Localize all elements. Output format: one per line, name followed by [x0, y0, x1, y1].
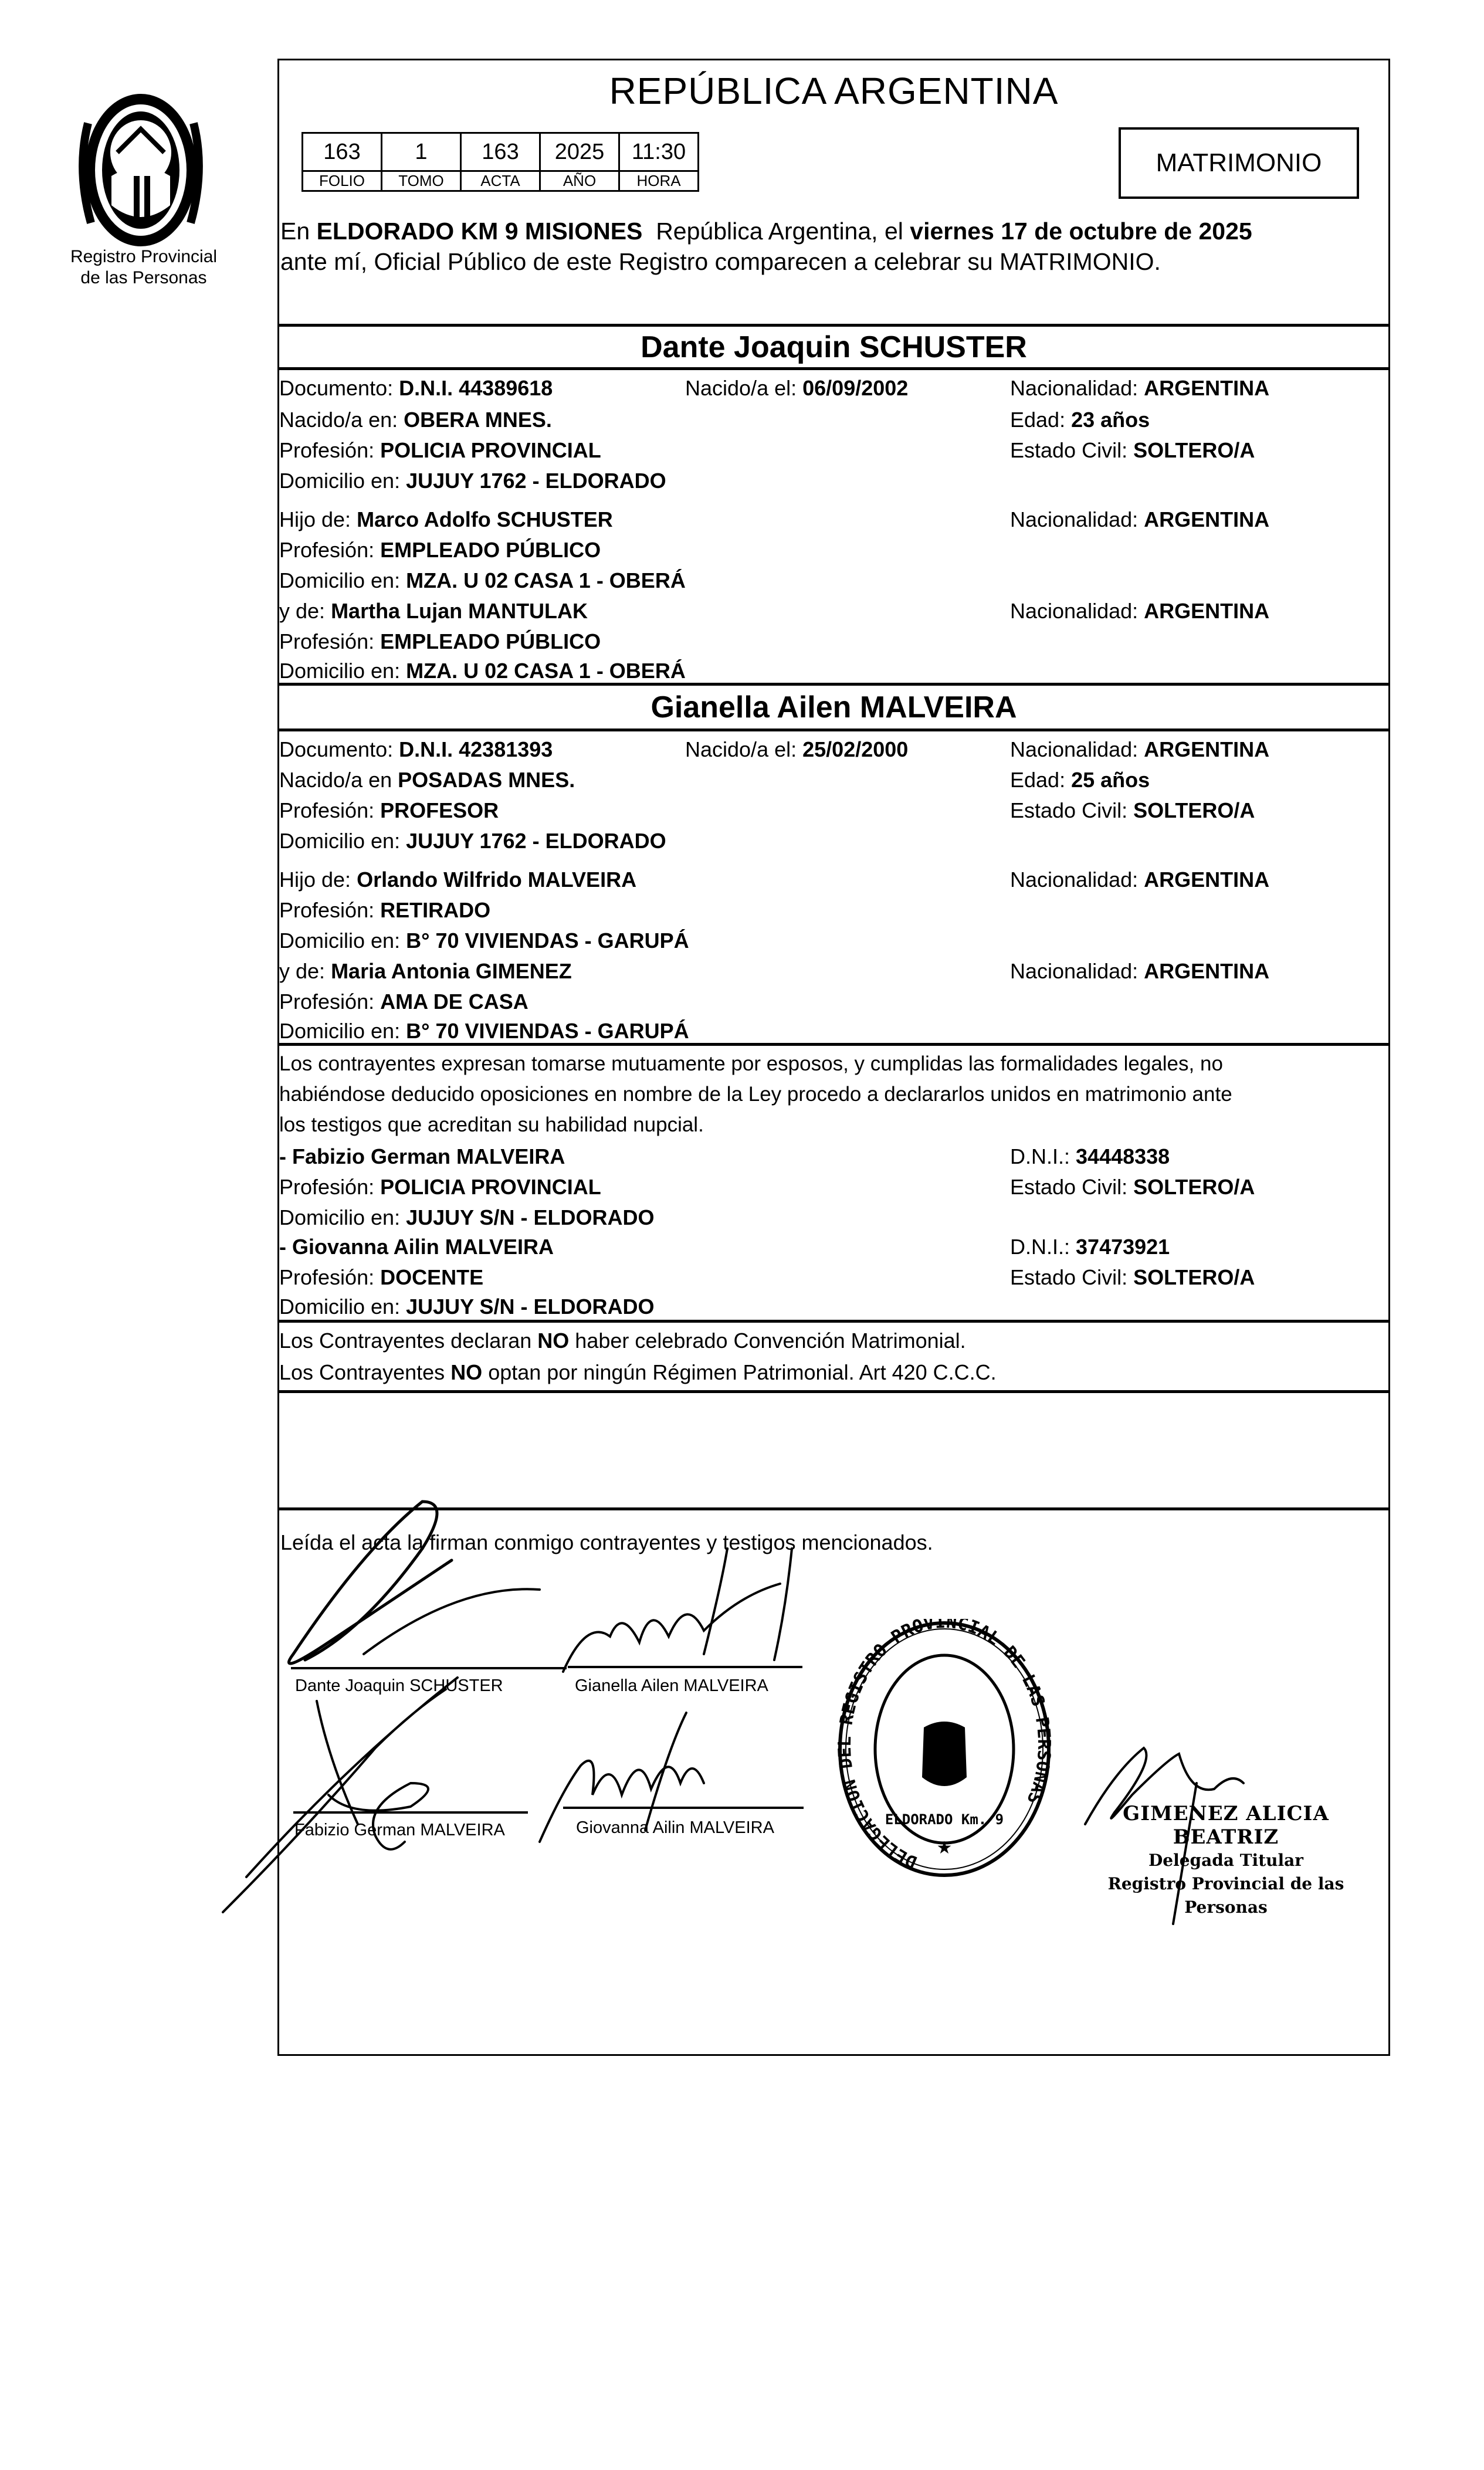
label: D.N.I.:: [1010, 1144, 1070, 1168]
signer-name-witness1: Fabizio German MALVEIRA: [294, 1821, 505, 1839]
label: Nacionalidad:: [1010, 959, 1139, 983]
label: Nacido/a en: [279, 768, 392, 792]
folio-value: 163: [303, 133, 382, 171]
value: JUJUY 1762 - ELDORADO: [406, 469, 666, 493]
label: Domicilio en:: [279, 829, 401, 853]
value: RETIRADO: [380, 898, 491, 922]
spouse2-age: [1010, 767, 1150, 793]
official-signature-block: [1076, 1802, 1375, 1919]
value: 06/09/2002: [802, 376, 909, 400]
witness2-address: [279, 1294, 655, 1320]
signer-name-spouse2: Gianella Ailen MALVEIRA: [575, 1676, 768, 1695]
label: y de:: [279, 599, 326, 623]
spouse2-father-profession: [279, 897, 490, 923]
label: Domicilio en:: [279, 1205, 401, 1229]
value: 37473921: [1076, 1235, 1170, 1259]
value: JUJUY 1762 - ELDORADO: [406, 829, 666, 853]
official-name: GIMENEZ ALICIA BEATRIZ: [1123, 1802, 1329, 1849]
value: ARGENTINA: [1144, 376, 1270, 400]
label: Nacido/a el:: [685, 376, 797, 400]
label: Estado Civil:: [1010, 798, 1128, 822]
spouse2-address: [279, 828, 666, 854]
year-value: 2025: [540, 133, 619, 171]
spouse1-born-on: [685, 375, 908, 401]
declaration-line2: habiéndose deducido oposiciones en nombre de la Ley procedo a declararlos unidos en matrimonio ante: [279, 1083, 1232, 1106]
value: POLICIA PROVINCIAL: [380, 438, 601, 462]
spouse1-mother-address: [279, 658, 686, 684]
spouse2-father: [279, 867, 636, 893]
spouse1-father: [279, 507, 613, 533]
registry-caption-line2: de las Personas: [80, 268, 207, 287]
value: 25 años: [1071, 768, 1150, 792]
hour-value: 11:30: [619, 133, 699, 171]
witness1-name: [279, 1144, 565, 1170]
witness2-dni: [1010, 1234, 1170, 1260]
value: B° 70 VIVIENDAS - GARUPÁ: [406, 929, 689, 953]
value: POLICIA PROVINCIAL: [380, 1175, 601, 1199]
label: Edad:: [1010, 768, 1066, 792]
intro-date: viernes 17 de octubre de 2025: [910, 218, 1252, 245]
spouse2-born-on: [685, 737, 908, 763]
value: D.N.I. 44389618: [399, 376, 553, 400]
label: Edad:: [1010, 408, 1066, 432]
spouse1-nationality: [1010, 375, 1269, 401]
divider-notes: [277, 1390, 1390, 1393]
value: Martha Lujan MANTULAK: [331, 599, 588, 623]
coat-of-arms-icon: [65, 88, 217, 258]
spouse1-document: [279, 375, 553, 401]
record-reference-table: [301, 132, 699, 192]
signer-name-witness2: Giovanna Ailin MALVEIRA: [576, 1818, 774, 1837]
label: y de:: [279, 959, 326, 983]
divider-regime: [277, 1320, 1390, 1323]
label: Nacionalidad:: [1010, 507, 1139, 531]
label: Profesión:: [279, 1265, 375, 1289]
value: - Giovanna Ailin MALVEIRA: [279, 1235, 554, 1259]
value: ARGENTINA: [1144, 737, 1270, 761]
value: SOLTERO/A: [1133, 1175, 1255, 1199]
label: Domicilio en:: [279, 469, 401, 493]
text: optan por ningún Régimen Patrimonial. Art 420 C.C.C.: [488, 1360, 997, 1384]
value: SOLTERO/A: [1133, 1265, 1255, 1289]
value: ARGENTINA: [1144, 959, 1270, 983]
acta-value: 163: [461, 133, 540, 171]
acta-label: ACTA: [461, 171, 540, 191]
witness2-name: [279, 1234, 554, 1260]
spouse1-mother: [279, 598, 588, 624]
spouse1-father-nationality: [1010, 507, 1269, 533]
label: Domicilio en:: [279, 929, 401, 953]
witness2-civil-status: [1010, 1265, 1255, 1290]
spouse2-name: Gianella Ailen MALVEIRA: [650, 690, 1017, 724]
intro-middle: República Argentina, el: [656, 218, 903, 245]
label: Profesión:: [279, 798, 375, 822]
value: MZA. U 02 CASA 1 - OBERÁ: [406, 659, 686, 683]
spouse2-father-address: [279, 928, 689, 954]
spouse1-profession: [279, 438, 601, 463]
spouse1-name: Dante Joaquin SCHUSTER: [641, 330, 1027, 364]
label: Domicilio en:: [279, 568, 401, 592]
text: Los Contrayentes declaran: [279, 1329, 532, 1353]
divider-spouse1-title: [277, 367, 1390, 370]
regime-line1: [279, 1328, 966, 1354]
seal-ring-text: DELEGACION DEL REGISTRO PROVINCIAL DE LAS PERSONAS: [834, 1619, 1055, 1873]
label: Profesión:: [279, 538, 375, 562]
signer-name-spouse1: Dante Joaquin SCHUSTER: [295, 1676, 503, 1695]
value: AMA DE CASA: [380, 990, 528, 1014]
value: - Fabizio German MALVEIRA: [279, 1144, 565, 1168]
record-type-badge: MATRIMONIO: [1119, 127, 1359, 199]
witness1-civil-status: [1010, 1174, 1255, 1200]
folio-label: FOLIO: [303, 171, 382, 191]
registry-caption-line1: Registro Provincial: [70, 247, 218, 266]
spouse1-father-profession: [279, 537, 601, 563]
intro-line2: ante mí, Oficial Público de este Registro comparecen a celebrar su MATRIMONIO.: [280, 248, 1161, 275]
spouse1-mother-nationality: [1010, 598, 1269, 624]
spouse2-mother: [279, 958, 572, 984]
witness1-address: [279, 1205, 655, 1231]
signature-line-witness2: [563, 1807, 804, 1809]
spouse1-civil-status: [1010, 438, 1255, 463]
value: ARGENTINA: [1144, 507, 1270, 531]
spouse2-father-nationality: [1010, 867, 1269, 893]
value: OBERA MNES.: [404, 408, 552, 432]
spouse1-address: [279, 468, 666, 494]
value: Marco Adolfo SCHUSTER: [357, 507, 613, 531]
divider-header: [277, 324, 1390, 327]
value: DOCENTE: [380, 1265, 484, 1289]
seal-star-icon: ★: [936, 1838, 953, 1858]
value: B° 70 VIVIENDAS - GARUPÁ: [406, 1019, 689, 1043]
label: Hijo de:: [279, 507, 351, 531]
value: POSADAS MNES.: [398, 768, 575, 792]
label: Profesión:: [279, 990, 375, 1014]
value: JUJUY S/N - ELDORADO: [406, 1205, 655, 1229]
value: JUJUY S/N - ELDORADO: [406, 1295, 655, 1319]
intro-line1: [280, 216, 1252, 246]
signature-line-spouse1: [291, 1667, 567, 1669]
value: MZA. U 02 CASA 1 - OBERÁ: [406, 568, 686, 592]
value: D.N.I. 42381393: [399, 737, 553, 761]
declaration-line1: Los contrayentes expresan tomarse mutuamente por esposos, y cumplidas las formalidades legales, no: [279, 1052, 1223, 1075]
spouse2-civil-status: [1010, 798, 1255, 824]
label: Hijo de:: [279, 868, 351, 892]
label: Nacido/a el:: [685, 737, 797, 761]
label: Profesión:: [279, 1175, 375, 1199]
value: SOLTERO/A: [1133, 438, 1255, 462]
label: Estado Civil:: [1010, 1175, 1128, 1199]
text: haber celebrado Convención Matrimonial.: [575, 1329, 966, 1353]
value: ARGENTINA: [1144, 599, 1270, 623]
label: Profesión:: [279, 438, 375, 462]
label: Estado Civil:: [1010, 1265, 1128, 1289]
label: Estado Civil:: [1010, 438, 1128, 462]
divider-signatures: [277, 1507, 1390, 1510]
value: PROFESOR: [380, 798, 499, 822]
label: Domicilio en:: [279, 1019, 401, 1043]
witness1-dni: [1010, 1144, 1170, 1170]
label: Profesión:: [279, 629, 375, 653]
registry-caption: [53, 246, 235, 289]
official-office: Registro Provincial de las Personas: [1107, 1874, 1344, 1917]
tomo-label: TOMO: [382, 171, 461, 191]
value: Orlando Wilfrido MALVEIRA: [357, 868, 637, 892]
spouse2-mother-nationality: [1010, 958, 1269, 984]
label: Domicilio en:: [279, 1295, 401, 1319]
declaration-line3: los testigos que acreditan su habilidad nupcial.: [279, 1113, 704, 1136]
seal-icon: [833, 1619, 1056, 1883]
value: SOLTERO/A: [1133, 798, 1255, 822]
signature-line-witness1: [293, 1811, 528, 1814]
spouse2-born-in: [279, 767, 575, 793]
spouse1-age: [1010, 407, 1150, 433]
value: 25/02/2000: [802, 737, 909, 761]
label: Documento:: [279, 737, 394, 761]
label: Nacionalidad:: [1010, 868, 1139, 892]
spouse2-profession: [279, 798, 499, 824]
spouse1-father-address: [279, 568, 686, 594]
spouse2-document: [279, 737, 553, 763]
emphasis: NO: [537, 1329, 570, 1353]
label: Nacionalidad:: [1010, 737, 1139, 761]
spouse1-born-in: [279, 407, 552, 433]
seal-inner-text: ELDORADO Km. 9: [885, 1811, 1004, 1828]
spouse2-nationality: [1010, 737, 1269, 763]
intro-prefix: En: [280, 218, 310, 245]
divider-spouse2-title: [277, 729, 1390, 731]
closing-statement: Leída el acta la firman conmigo contrayentes y testigos mencionados.: [280, 1530, 933, 1554]
label: Nacido/a en:: [279, 408, 398, 432]
spouse1-mother-profession: [279, 629, 601, 655]
hour-label: HORA: [619, 171, 699, 191]
label: Documento:: [279, 376, 394, 400]
signature-line-spouse2: [568, 1666, 802, 1668]
witness1-profession: [279, 1174, 601, 1200]
tomo-value: 1: [382, 133, 461, 171]
text: Los Contrayentes: [279, 1360, 445, 1384]
value: 34448338: [1076, 1144, 1170, 1168]
value: EMPLEADO PÚBLICO: [380, 538, 601, 562]
intro-place: ELDORADO KM 9 MISIONES: [316, 218, 643, 245]
label: Nacionalidad:: [1010, 376, 1139, 400]
year-label: AÑO: [540, 171, 619, 191]
label: Nacionalidad:: [1010, 599, 1139, 623]
witness2-profession: [279, 1265, 483, 1290]
page-title: REPÚBLICA ARGENTINA: [609, 70, 1059, 112]
official-seal-stamp: [833, 1619, 1056, 1883]
label: Profesión:: [279, 898, 375, 922]
official-role: Delegada Titular: [1148, 1851, 1304, 1870]
label: Domicilio en:: [279, 659, 401, 683]
label: D.N.I.:: [1010, 1235, 1070, 1259]
value: ARGENTINA: [1144, 868, 1270, 892]
emphasis: NO: [450, 1360, 483, 1384]
value: EMPLEADO PÚBLICO: [380, 629, 601, 653]
regime-line2: [279, 1360, 997, 1385]
value: Maria Antonia GIMENEZ: [331, 959, 572, 983]
value: 23 años: [1071, 408, 1150, 432]
spouse2-mother-address: [279, 1018, 689, 1044]
spouse2-mother-profession: [279, 989, 528, 1015]
